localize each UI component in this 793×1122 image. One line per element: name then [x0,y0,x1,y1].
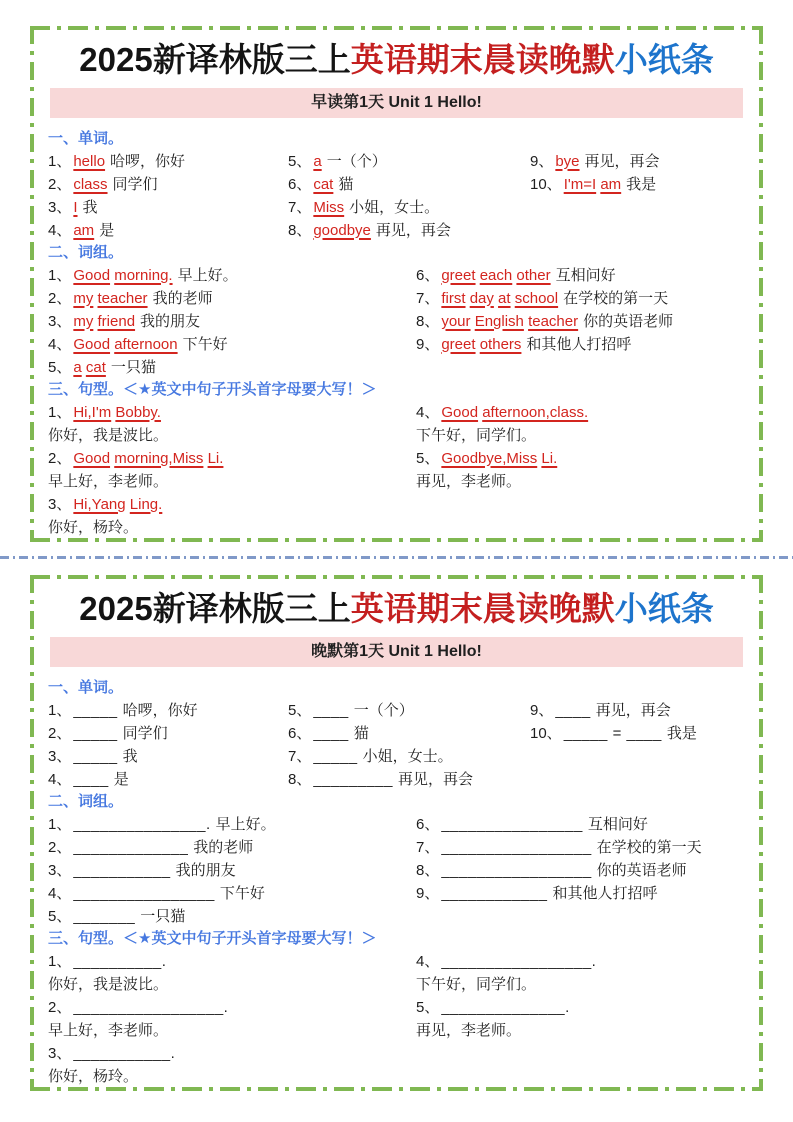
words-column-3 [530,150,745,196]
english-text [313,199,344,216]
answer-blank: _______ [73,907,136,925]
underlined-word: day [469,289,494,307]
chinese-translation: 你好，我是波比。 [48,426,169,444]
chinese-meaning: 小姐，女士。 [362,747,453,765]
english-text [313,176,333,193]
chinese-meaning: 猫 [353,724,369,742]
page-title [48,589,745,629]
item-number: 9、 [530,152,554,170]
sentence-item [416,950,745,996]
english-text [73,222,94,239]
sentences-column-1 [48,950,416,1088]
sentence-item [48,950,416,996]
chinese-meaning: 再见，再会 [397,770,473,788]
item-number: 5、 [48,358,72,376]
underlined-word: my [73,312,94,330]
sentence-item [416,401,745,447]
english-text [564,176,621,193]
underlined-word: a [313,152,322,170]
underlined-word: teacher [528,312,579,330]
answer-blank: ___________. [73,1044,176,1062]
item-number: 2、 [48,449,72,467]
item-number: 9、 [416,335,440,353]
sentence-line [48,950,416,973]
item-number: 2、 [48,998,72,1016]
sentence-item [416,996,745,1042]
item-number: 5、 [416,449,440,467]
entry-item [48,813,416,836]
english-text [73,404,161,421]
sentence-item [48,401,416,447]
entry-item [48,173,288,196]
underlined-word: Li. [207,449,224,467]
chinese-meaning: 下午好 [182,335,228,353]
entry-item [48,287,416,310]
underlined-word: class [73,175,108,193]
answer-blank: _________ [313,770,393,788]
entry-item [288,150,530,173]
answer-blank: ____ [313,724,349,742]
english-text [441,267,550,284]
entry-item [530,150,745,173]
chinese-meaning: 同学们 [112,175,158,193]
entry-item [288,219,530,242]
underlined-word: Hi,Yang [73,495,126,513]
underlined-word: am [73,221,95,239]
underlined-word: Good [73,335,111,353]
entry-item [48,219,288,242]
answer-blank: _________________. [73,998,229,1016]
item-number: 5、 [416,998,440,1016]
sentences-section [48,401,745,539]
chinese-translation: 早上好，李老师。 [48,472,169,490]
chinese-meaning: 互相问好 [555,266,616,284]
answer-blank: ______________. [441,998,570,1016]
underlined-word: Good [441,403,479,421]
sentence-line [416,447,745,470]
entry-item [416,859,745,882]
item-number: 1、 [48,701,72,719]
chinese-meaning: 在学校的第一天 [563,289,669,307]
item-number: 1、 [48,952,72,970]
item-number: 9、 [416,884,440,902]
section-heading-sentences: 三、句型。＜★英文中句子开头首字母要大写！＞ [48,929,377,947]
answer-blank: ____ [555,701,591,719]
underlined-word: Good [73,266,111,284]
english-text [73,336,177,353]
section-heading-phrases: 二、词组。 [48,243,124,261]
underlined-word: I'm=I [563,175,597,193]
entry-item [48,836,416,859]
underlined-word: friend [97,312,136,330]
chinese-meaning: 你的英语老师 [596,861,687,879]
underlined-word: Bobby. [115,403,161,421]
chinese-meaning: 我 [82,198,98,216]
day-banner-morning: 早读第1天 Unit 1 Hello! [50,88,743,118]
english-text [73,496,162,513]
underlined-word: cat [85,358,106,376]
underlined-word: your [441,312,471,330]
words-section [48,699,745,791]
entry-item [48,722,288,745]
entry-item [48,264,416,287]
entry-item [288,173,530,196]
underlined-word: others [479,335,522,353]
english-text [313,222,371,239]
underlined-word: cat [313,175,334,193]
chinese-meaning: 再见，再会 [584,152,660,170]
answer-blank: ____ [313,701,349,719]
chinese-meaning: 早上好。 [215,815,276,833]
entry-item [48,310,416,333]
underlined-word: afternoon,class. [482,403,589,421]
entry-item [530,722,745,745]
answer-blank: ________________ [73,884,215,902]
answer-blank: _____ [73,701,118,719]
english-text [73,267,172,284]
item-number: 8、 [288,770,312,788]
words-column-3 [530,699,745,745]
sentence-line [48,996,416,1019]
title-black-part: 2025新译林版三上 [79,590,351,627]
entry-item [416,264,745,287]
entry-item [530,699,745,722]
chinese-meaning: 小姐，女士。 [349,198,440,216]
entry-item [48,882,416,905]
chinese-meaning: 和其他人打招呼 [552,884,658,902]
title-blue-part: 小纸条 [614,41,714,78]
english-text [441,404,588,421]
english-text [441,313,578,330]
item-number: 5、 [288,701,312,719]
entry-item [48,859,416,882]
sentence-item [48,1042,416,1088]
item-number: 1、 [48,403,72,421]
item-number: 4、 [416,403,440,421]
entry-item [48,333,416,356]
page-title [48,40,745,80]
chinese-meaning: 我的老师 [152,289,213,307]
entry-item [530,173,745,196]
underlined-word: Ling. [129,495,163,513]
section-heading-sentences: 三、句型。＜★英文中句子开头首字母要大写！＞ [48,380,377,398]
answer-blank: _____ [313,747,358,765]
words-column-1 [48,699,288,791]
sentences-section [48,950,745,1088]
entry-item [416,287,745,310]
chinese-meaning: 哈啰，你好 [110,152,186,170]
chinese-meaning: 和其他人打招呼 [526,335,632,353]
answer-blank: ___________ [73,861,171,879]
phrases-column-2 [416,264,745,356]
chinese-meaning: 我的朋友 [140,312,201,330]
title-black-part: 2025新译林版三上 [79,41,351,78]
sentence-item [416,447,745,493]
underlined-word: a [73,358,82,376]
english-text [73,153,105,170]
english-text [555,153,579,170]
item-number: 10、 [530,175,562,193]
chinese-meaning: 一只猫 [110,358,156,376]
item-number: 4、 [48,221,72,239]
underlined-word: bye [555,152,580,170]
underlined-word: greet [441,335,476,353]
item-number: 4、 [48,884,72,902]
entry-item [288,768,530,791]
underlined-word: Li. [541,449,558,467]
item-number: 4、 [48,335,72,353]
underlined-word: hello [73,152,106,170]
sentence-line [416,950,745,973]
chinese-meaning: 一只猫 [140,907,186,925]
underlined-word: my [73,289,94,307]
underlined-word: school [514,289,559,307]
underlined-word: morning. [114,266,173,284]
underlined-word: afternoon [114,335,178,353]
item-number: 6、 [416,815,440,833]
item-number: 2、 [48,838,72,856]
entry-item [288,699,530,722]
underlined-word: Good [73,449,111,467]
underlined-word: am [600,175,622,193]
words-column-1 [48,150,288,242]
answer-blank: _____________ [73,838,189,856]
chinese-meaning: 我的朋友 [175,861,236,879]
item-number: 7、 [288,198,312,216]
sentence-line [48,447,416,470]
phrases-column-1 [48,813,416,928]
answer-blank: _____ [73,747,118,765]
entry-item [416,882,745,905]
item-number: 4、 [416,952,440,970]
item-number: 3、 [48,1044,72,1062]
chinese-translation: 你好，杨玲。 [48,518,139,536]
answer-blank: ________________ [441,815,583,833]
chinese-meaning: 我的老师 [193,838,254,856]
item-number: 3、 [48,747,72,765]
english-text [73,313,135,330]
sentence-line [48,493,416,516]
chinese-meaning: 你的英语老师 [583,312,674,330]
underlined-word: Hi,I'm [73,403,112,421]
item-number: 6、 [288,724,312,742]
answer-blank: ____ [73,770,109,788]
chinese-meaning: 我 [122,747,138,765]
chinese-meaning: 我是 [626,175,657,193]
item-number: 5、 [288,152,312,170]
sentence-line [48,401,416,424]
answer-blank: _____ = ____ [563,724,662,742]
section-heading-words: 一、单词。 [48,129,124,147]
english-text [73,359,106,376]
underlined-word: morning,Miss [114,449,204,467]
item-number: 1、 [48,266,72,284]
sentence-line [48,1042,416,1065]
section-heading-phrases: 二、词组。 [48,792,124,810]
item-number: 8、 [416,312,440,330]
english-text [441,336,521,353]
item-number: 7、 [416,838,440,856]
item-number: 5、 [48,907,72,925]
words-column-2 [288,699,530,791]
answer-blank: ____________ [441,884,548,902]
sentence-line [416,401,745,424]
english-text [73,176,107,193]
underlined-word: Goodbye,Miss [441,449,538,467]
chinese-meaning: 再见，再会 [375,221,451,239]
underlined-word: at [498,289,511,307]
entry-item [416,310,745,333]
entry-item [288,196,530,219]
chinese-meaning: 是 [113,770,129,788]
entry-item [48,905,416,928]
item-number: 6、 [416,266,440,284]
underlined-word: I [73,198,78,216]
item-number: 8、 [416,861,440,879]
item-number: 4、 [48,770,72,788]
chinese-meaning: 一（个） [326,152,387,170]
entry-item [48,745,288,768]
underlined-word: greet [441,266,476,284]
chinese-meaning: 再见，再会 [595,701,671,719]
underlined-word: first [441,289,466,307]
english-text [73,290,147,307]
words-section [48,150,745,242]
underlined-word: teacher [97,289,148,307]
english-text [441,450,557,467]
words-column-2 [288,150,530,242]
item-number: 8、 [288,221,312,239]
answer-blank: _____ [73,724,118,742]
answer-blank: _______________. [73,815,211,833]
chinese-meaning: 早上好。 [177,266,238,284]
chinese-translation: 你好，我是波比。 [48,975,169,993]
english-text [441,290,558,307]
chinese-translation: 早上好，李老师。 [48,1021,169,1039]
chinese-translation: 下午好，同学们。 [416,975,537,993]
day-banner-evening: 晚默第1天 Unit 1 Hello! [50,637,743,667]
english-text [73,199,77,216]
entry-item [48,356,416,379]
cut-line [0,556,793,559]
underlined-word: Miss [313,198,345,216]
answer-blank: __________. [73,952,167,970]
phrases-section [48,264,745,379]
item-number: 7、 [288,747,312,765]
item-number: 3、 [48,495,72,513]
chinese-meaning: 在学校的第一天 [596,838,702,856]
phrases-section [48,813,745,928]
entry-item [48,196,288,219]
item-number: 10、 [530,724,562,742]
chinese-meaning: 同学们 [122,724,168,742]
entry-item [48,150,288,173]
entry-item [416,813,745,836]
sentence-item [48,996,416,1042]
panel-morning-reading [30,26,763,542]
item-number: 3、 [48,198,72,216]
sentence-item [48,493,416,539]
entry-item [48,768,288,791]
entry-item [288,745,530,768]
underlined-word: each [479,266,513,284]
item-number: 2、 [48,724,72,742]
title-blue-part: 小纸条 [614,590,714,627]
entry-item [416,333,745,356]
sentence-line [416,996,745,1019]
chinese-meaning: 下午好 [219,884,265,902]
item-number: 1、 [48,152,72,170]
item-number: 3、 [48,312,72,330]
underlined-word: English [474,312,524,330]
chinese-translation: 再见，李老师。 [416,1021,522,1039]
chinese-meaning: 一（个） [353,701,414,719]
chinese-meaning: 猫 [338,175,354,193]
chinese-meaning: 互相问好 [587,815,648,833]
english-text [73,450,223,467]
entry-item [288,722,530,745]
entry-item [416,836,745,859]
title-red-part: 英语期末晨读晚默 [350,41,615,78]
item-number: 6、 [288,175,312,193]
item-number: 9、 [530,701,554,719]
chinese-meaning: 哈啰，你好 [122,701,198,719]
section-heading-words: 一、单词。 [48,678,124,696]
sentences-column-2 [416,950,745,1042]
chinese-translation: 下午好，同学们。 [416,426,537,444]
item-number: 2、 [48,289,72,307]
sentences-column-1 [48,401,416,539]
underlined-word: goodbye [313,221,371,239]
answer-blank: _________________. [441,952,597,970]
chinese-translation: 你好，杨玲。 [48,1067,139,1085]
answer-blank: _________________ [441,838,592,856]
underlined-word: other [516,266,551,284]
sentences-column-2 [416,401,745,493]
item-number: 2、 [48,175,72,193]
item-number: 3、 [48,861,72,879]
panel-evening-dictation [30,575,763,1091]
chinese-translation: 再见，李老师。 [416,472,522,490]
item-number: 7、 [416,289,440,307]
english-text [313,153,321,170]
phrases-column-1 [48,264,416,379]
chinese-meaning: 我是 [666,724,697,742]
answer-blank: _________________ [441,861,592,879]
sentence-item [48,447,416,493]
phrases-column-2 [416,813,745,905]
item-number: 1、 [48,815,72,833]
chinese-meaning: 是 [99,221,115,239]
title-red-part: 英语期末晨读晚默 [350,590,615,627]
entry-item [48,699,288,722]
